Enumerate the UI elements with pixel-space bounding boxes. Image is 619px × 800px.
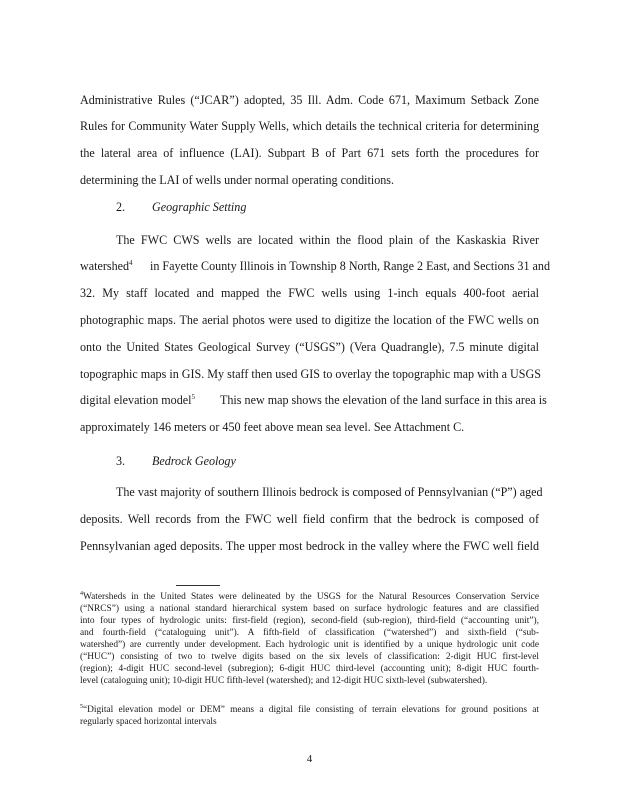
footnote-mark: 5	[80, 703, 83, 710]
paragraph-line: determining the LAI of wells under normal operating conditions.	[80, 173, 395, 187]
paragraph-line: 32. My staff located and mapped the FWC wells using 1-inch equals 400-foot aerial	[80, 286, 539, 300]
footnote-4-line: level (cataloguing unit); 10-digit HUC fifth-level (watershed); and 12-digit HUC sixth-level (subwatershed).	[80, 676, 488, 686]
section-number: 2.	[116, 200, 126, 214]
paragraph-line: in Fayette County Illinois in Township 8 North, Range 2 East, and Sections 31 and	[150, 259, 551, 273]
section-number: 3.	[116, 454, 126, 468]
footnote-4-line	[80, 590, 539, 604]
watershed-text: watershed	[80, 259, 130, 273]
paragraph-line: approximately 146 meters or 450 feet above mean sea level. See Attachment C.	[80, 420, 465, 434]
footnote-4-line: into four types of hydrologic units: first-field (region), second-field (sub-region), third-field (“accounting unit”),	[80, 616, 539, 626]
section-title: Bedrock Geology	[152, 454, 236, 468]
footnote-mark: 4	[80, 590, 83, 597]
footnote-4-line: and fourth-field (“cataloguing unit”). A fifth-field of classification (“watershed”) and sixth-field (“sub-	[80, 628, 539, 638]
paragraph-line: Pennsylvanian aged deposits. The upper most bedrock in the valley where the FWC well field	[80, 539, 539, 553]
footnote-4-line: (“NRCS”) using a national standard hierarchical system based on surface hydrologic features and are classified	[80, 604, 539, 614]
footnote-5-line: regularly spaced horizontal intervals	[80, 717, 217, 727]
footnote-separator	[176, 585, 220, 586]
paragraph-line: photographic maps. The aerial photos were used to digitize the location of the FWC wells on	[80, 313, 539, 327]
footnote-4-line: watershed”) are currently under development. Each hydrologic unit is identified by a unique hydrologic unit code	[80, 640, 539, 650]
paragraph-line: the lateral area of influence (LAI). Subpart B of Part 671 sets forth the procedures for	[80, 146, 539, 160]
footnote-text: Watersheds in the United States were delineated by the USGS for the Natural Resources Conservation Service	[83, 592, 539, 602]
watershed-word	[80, 258, 133, 274]
page-number: 4	[306, 753, 313, 765]
footnote-ref-4: 4	[129, 258, 133, 267]
footnote-4-line: (“HUC”) consisting of two to twelve digits based on the six levels of classification: 2-digit HUC first-level	[80, 652, 539, 662]
paragraph-line: deposits. Well records from the FWC well field confirm that the bedrock is composed of	[80, 512, 539, 526]
footnote-ref-5: 5	[191, 392, 196, 401]
dem-phrase	[80, 392, 195, 408]
dem-text: digital elevation model	[80, 393, 192, 407]
paragraph-line: This new map shows the elevation of the land surface in this area is	[220, 393, 547, 407]
paragraph-line: Rules for Community Water Supply Wells, which details the technical criteria for determining	[80, 119, 539, 133]
footnote-4-line: (region); 4-digit HUC second-level (subregion); 6-digit HUC third-level (accounting unit); 8-digit HUC fourth-	[80, 664, 539, 674]
section-title: Geographic Setting	[152, 200, 247, 214]
paragraph-line: The vast majority of southern Illinois bedrock is composed of Pennsylvanian (“P”) aged	[116, 485, 543, 499]
paragraph-line: The FWC CWS wells are located within the flood plain of the Kaskaskia River	[116, 233, 539, 247]
footnote-5-line	[80, 703, 539, 717]
paragraph-line: topographic maps in GIS. My staff then used GIS to overlay the topographic map with a USGS	[80, 367, 541, 381]
footnote-text: “Digital elevation model or DEM” means a digital file consisting of terrain elevations for ground positions at	[83, 705, 539, 715]
paragraph-line: Administrative Rules (“JCAR”) adopted, 35 Ill. Adm. Code 671, Maximum Setback Zone	[80, 93, 539, 107]
paragraph-line: onto the United States Geological Survey (“USGS”) (Vera Quadrangle), 7.5 minute digital	[80, 340, 539, 354]
